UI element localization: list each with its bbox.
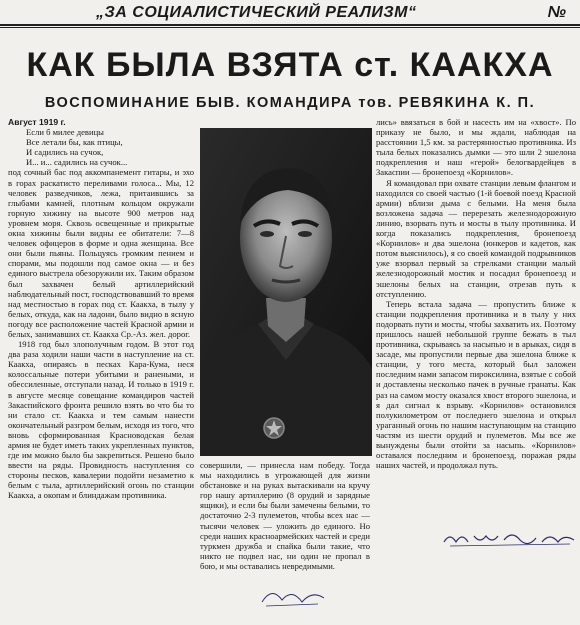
issue-number: №	[547, 4, 566, 21]
portrait-illustration	[200, 128, 372, 456]
masthead-rule-thin	[0, 27, 580, 28]
paragraph: 1918 год был злополучным годом. В этот год два раза ходили наши части в наступление на ст. Каакха, опираясь в песках Кара-Кума, неся колоссальные потери убитыми и ранеными, и обессиленные, отступали назад. И только в 1919 г. в августе месяце совещание командиров частей Закаспийского фронта решило взять во что бы то ни стало ст. Каакха и тем самым нанести окончательный разгром белым, исходя из того, что вновь сформированная Красноводская белая армия не будет иметь таких укрепленных пунктов, где им можно было бы закрепиться. Решено было ввести на ряды. Провидность наступления со стороны песков, кавалерии подойти незаметно к белым с тыла, артиллерийский огонь по станции Каакха, а окопам и блиндажам противника.	[8, 339, 194, 501]
paragraph: Теперь встала задача — пропустить ближе к станции подкрепления противника и в тылу у них подорвать пути и мосты, чтобы захватить их. Поэтому пришлось нашей небольшой группе бежать в тыл противника, скрываясь за насыпью и в арыках, сидя в засаде, мы пропустили первые два эшелона ближе к станции, у того места, который был заложен последним нами запасом пироксилина, взятые с собой и доставлены несколько пачек в ручные гранаты. Как раз на самом мосту оказался хвост второго эшелона, и я дал сигнал к взрыву. «Корнилов» остановился полукилометром от последнего эшелона и открыл ураганный огонь по нашим наступающим на станцию частям из шести орудий и пулеметов. Мы все же вынуждены были отойти за насыпь. «Корнилов» оставался последним и бронепоезд, поражая ряды наших частей, и продолжал путь.	[376, 298, 576, 471]
newspaper-title: „ЗА СОЦИАЛИСТИЧЕСКИЙ РЕАЛИЗМ“	[96, 4, 417, 21]
verse-line: Если б милее девицы	[26, 127, 104, 138]
column-left	[8, 117, 194, 625]
article-headline: КАК БЫЛА ВЗЯТА ст. КААКХА	[26, 46, 554, 84]
paragraph: лись» ввязаться в бой и насесть им на «хвост». По приказу не было, и мы ждали, наблюдая на расстоянии 1,5 км. за растерянностью противника. Из тыла белых показались дымки — это шли 2 эшелона подкрепления и наш «герой» белогвардейцев в Закаспии — бронепоезд «Корнилов».	[376, 117, 576, 178]
verse-line: И садились на сучок,	[26, 147, 104, 158]
paragraph: Я командовал при охвате станции левым флангом и находился со своей частью (1-й боевой поезд Красной армии) вблизи дыма с белыми. На меня была возложена задача — перерезать железнодорожную линию, взорвать путь и мосты в тылу противника. И когда показались подкрепления, бронепоезд «Корнилов» и два эшелона (юнкеров и кадетов, как потом выяснилось), я со своей командой подрывников уже взорвал первый за стрелками станции малый железнодорожный мостик и посадил бронепоезд и эшелоны белых на станции, отрезав путь к отступлению.	[376, 177, 576, 299]
masthead-rule	[0, 24, 580, 26]
handwritten-annotation	[440, 526, 580, 550]
portrait-photo	[200, 128, 372, 456]
article-subheadline: ВОСПОМИНАНИЕ БЫВ. КОМАНДИРА тов. РЕВЯКИНА К. П.	[44, 95, 536, 111]
handwritten-scribble	[258, 582, 328, 610]
paragraph: под сочный бас под аккомпанемент гитары, и эхо в горах раскатисто переливами голоса... Мы, 12 человек разведчиков, лежа, притаившись за глыбами камней, плотным кольцом окружали горную хижину на высоте 900 метров над уровнем моря. Сквозь освещенные и прикрытые окна хижины были видны ее обитатели: 7—8 человек офицеров в форме и одна женщина. Все они были пьяны. Польцуясь громким пением и спорами, мы подошли под самое окна — и без единого выстрела обезоружили их. Таким образом был захвачен белый артиллерийский наблюдательный пост, господствовавший то время над местностью в горах под ст. Каакха, в тылу у белых, откуда, как на ладони, было видно в ясную погоду все расположение частей Красной армии и белых, занимавших ст. Каакха Ср.-Аз. жел. дорог.	[8, 167, 194, 339]
verse-line: И... и... садились на сучок...	[26, 157, 128, 168]
masthead	[0, 0, 580, 30]
verse-line: Все летали бы, как птицы,	[26, 137, 123, 148]
dateline: Август 1919 г.	[8, 117, 66, 127]
paragraph: совершили, — принесла нам победу. Тогда мы находились в угрожающей для жизни обстановке и на руках вытаскивали на кручу гор нашу артиллерию (8 орудий и зарядные ящики), и если бы были замечены белыми, то достаточно 2-3 пулеметов, чтобы всех нас — тысячи человек — уложить до единого. Но среди наших красноармейских частей и среди туркмен дружба и спайка были такие, что никто не подвел нас, ни один не пропал в бою, и мы оставались невредимыми.	[200, 460, 370, 571]
